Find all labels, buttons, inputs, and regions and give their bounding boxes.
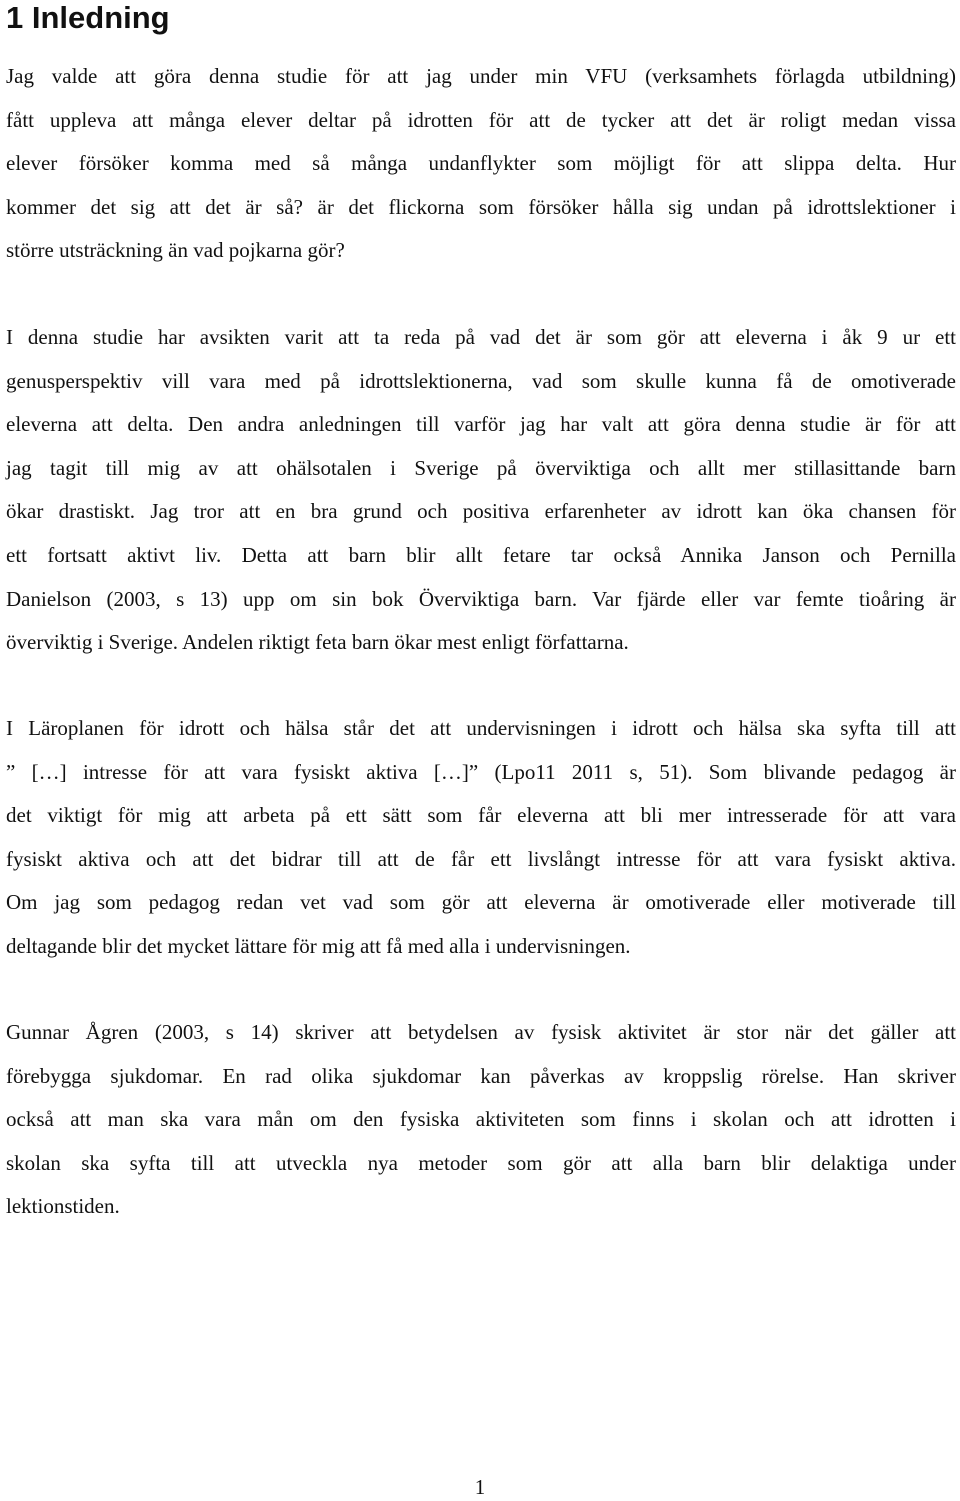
text-line: I Läroplanen för idrott och hälsa står det att undervisningen i idrott och hälsa ska syfta till att <box>6 716 956 740</box>
paragraph-intro <box>6 55 956 273</box>
text-line: lektionstiden. <box>6 1194 120 1219</box>
paragraph-physical-activity <box>6 1011 956 1229</box>
text-line: ett fortsatt aktivt liv. Detta att barn blir allt fetare tar också Annika Janson och Pernilla <box>6 542 956 567</box>
text-line: ökar drastiskt. Jag tror att en bra grund och positiva erfarenheter av idrott kan öka chansen för <box>6 499 956 524</box>
text-line: elever försöker komma med så många undanflykter som möjligt för att slippa delta. Hur <box>6 151 956 176</box>
text-line: jag tagit till mig av att ohälsotalen i Sverige på överviktiga och allt mer stillasittande barn <box>6 455 956 480</box>
text-line: genusperspektiv vill vara med på idrottslektionerna, vad som skulle kunna få de omotiverade <box>6 368 956 393</box>
paragraph-purpose <box>6 316 956 665</box>
text-line: ” […] intresse för att vara fysiskt aktiva […]” (Lpo11 2011 s, 51). Som blivande pedagog är <box>6 759 956 784</box>
text-line: överviktig i Sverige. Andelen riktigt feta barn ökar mest enligt författarna. <box>6 630 629 655</box>
paragraph-curriculum <box>6 707 956 969</box>
text-line: också att man ska vara mån om den fysiska aktiviteten som finns i skolan och att idrotten i <box>6 1107 956 1132</box>
text-line: skolan ska syfta till att utveckla nya metoder som gör att alla barn blir delaktiga under <box>6 1150 956 1175</box>
text-line: kommer det sig att det är så? är det flickorna som försöker hålla sig undan på idrottslektioner i <box>6 194 956 219</box>
page-number: 1 <box>474 1475 486 1499</box>
text-line: I denna studie har avsikten varit att ta reda på vad det är som gör att eleverna i åk 9 ur ett <box>6 325 956 349</box>
text-line: eleverna att delta. Den andra anledningen till varför jag har valt att göra denna studie är för att <box>6 412 956 437</box>
text-line: större utsträckning än vad pojkarna gör? <box>6 238 345 263</box>
text-line: förebygga sjukdomar. En rad olika sjukdomar kan påverkas av kroppslig rörelse. Han skriver <box>6 1063 956 1088</box>
text-line: det viktigt för mig att arbeta på ett sätt som får eleverna att bli mer intresserade för att vara <box>6 803 956 828</box>
text-line: fått uppleva att många elever deltar på idrotten för att de tycker att det är roligt medan vissa <box>6 107 956 132</box>
text-line: deltagande blir det mycket lättare för mig att få med alla i undervisningen. <box>6 933 631 958</box>
text-line: fysiskt aktiva och att det bidrar till att de får ett livslångt intresse för att vara fysiskt aktiva. <box>6 846 956 871</box>
text-line: Jag valde att göra denna studie för att jag under min VFU (verksamhets förlagda utbildning) <box>6 64 956 88</box>
section-heading: 1 Inledning <box>6 0 170 35</box>
text-line: Danielson (2003, s 13) upp om sin bok Överviktiga barn. Var fjärde eller var femte tioåring är <box>6 586 956 611</box>
text-line: Om jag som pedagog redan vet vad som gör att eleverna är omotiverade eller motiverade till <box>6 890 956 915</box>
text-line: Gunnar Ågren (2003, s 14) skriver att betydelsen av fysisk aktivitet är stor när det gäller att <box>6 1020 956 1044</box>
